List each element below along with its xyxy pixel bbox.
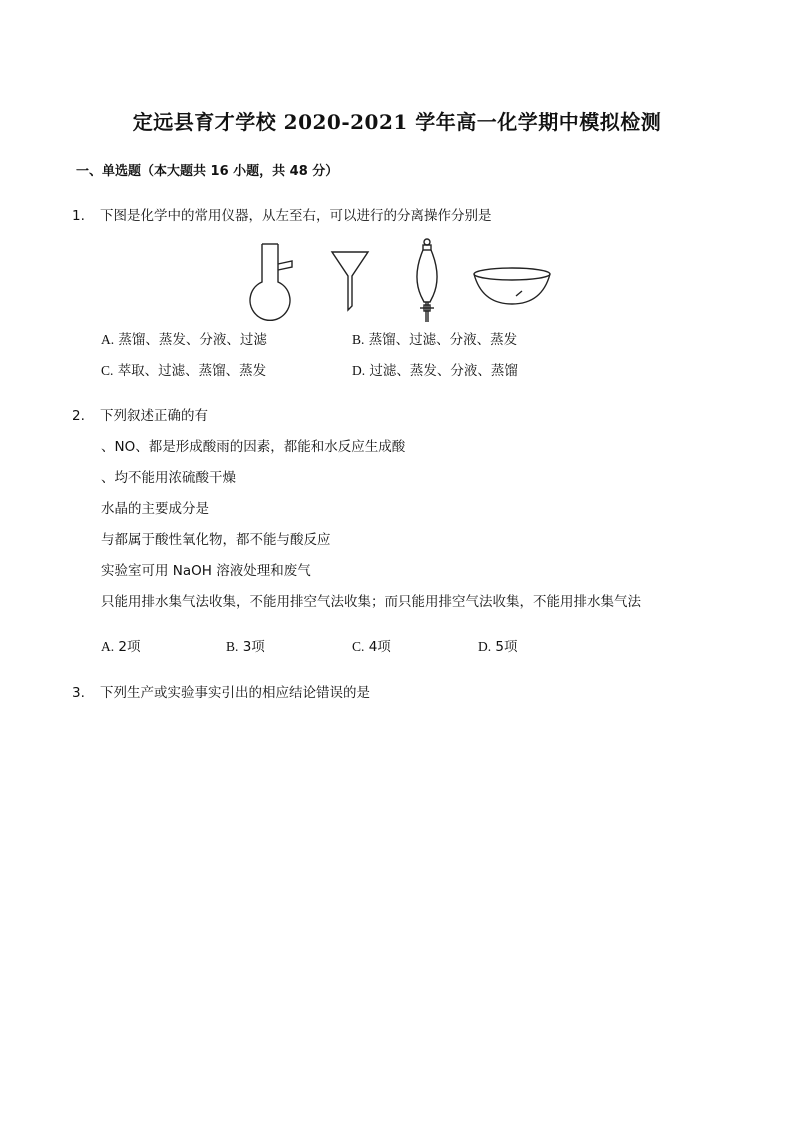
- separatory-funnel-icon: [417, 239, 437, 322]
- question-stem: 下列生产或实验事实引出的相应结论错误的是: [100, 685, 370, 701]
- question-1: [72, 204, 492, 224]
- option-b[interactable]: B. 3项: [226, 639, 265, 655]
- evaporating-dish-icon: [474, 268, 550, 304]
- option-c[interactable]: C. 4项: [352, 639, 391, 655]
- statement-3: 水晶的主要成分是: [101, 501, 209, 517]
- question-number: 3.: [72, 685, 85, 701]
- question-number: 1.: [72, 208, 85, 224]
- question-number: 2.: [72, 408, 85, 424]
- statement-2: 、均不能用浓硫酸干燥: [101, 470, 236, 486]
- statement-1: 、NO、都是形成酸雨的因素，都能和水反应生成酸: [101, 439, 406, 455]
- page-title: 定远县育才学校 2020-2021 学年高一化学期中模拟检测: [132, 110, 662, 134]
- question-stem: 下列叙述正确的有: [100, 408, 208, 424]
- option-b[interactable]: B. 蒸馏、过滤、分液、蒸发: [352, 332, 518, 348]
- apparatus-figure: [240, 236, 560, 328]
- option-c[interactable]: C. 萃取、过滤、蒸馏、蒸发: [101, 363, 267, 379]
- statement-5: 实验室可用 NaOH 溶液处理和废气: [101, 563, 311, 579]
- section-heading: 一、单选题（本大题共 16 小题，共 48 分）: [76, 164, 339, 179]
- option-a[interactable]: A. 2项: [101, 639, 141, 655]
- question-2: [72, 404, 208, 424]
- option-d[interactable]: D. 过滤、蒸发、分液、蒸馏: [352, 363, 518, 379]
- question-stem: 下图是化学中的常用仪器，从左至右，可以进行的分离操作分别是: [100, 208, 492, 224]
- distillation-flask-icon: [250, 244, 292, 320]
- option-d[interactable]: D. 5项: [478, 639, 518, 655]
- funnel-icon: [332, 252, 368, 310]
- question-3: [72, 681, 370, 701]
- option-a[interactable]: A. 蒸馏、蒸发、分液、过滤: [101, 332, 267, 348]
- statement-6: 只能用排水集气法收集，不能用排空气法收集；而只能用排空气法收集，不能用排水集气法: [101, 594, 641, 610]
- statement-4: 与都属于酸性氧化物，都不能与酸反应: [101, 532, 331, 548]
